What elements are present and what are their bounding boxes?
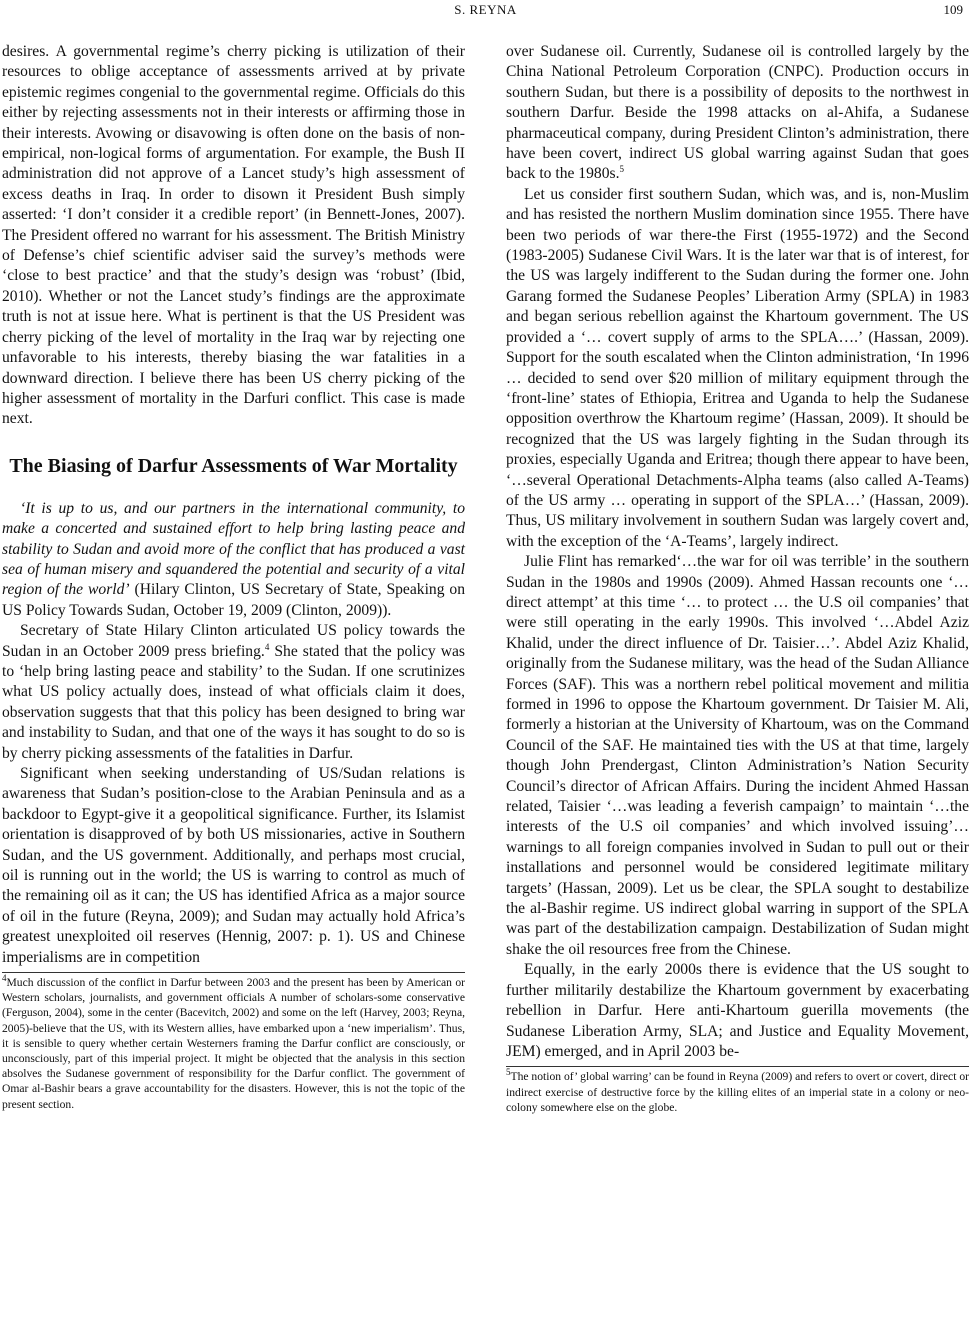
footnote-ref: 5	[619, 164, 624, 175]
paragraph	[2, 621, 465, 764]
paragraph: Julie Flint has remarked‘…the war for oil was terrible’ in the southern Sudan in the 1980s and 1990s (2009). Ahmed Hassan recounts one ‘…direct attempt’ at this time ‘… to protect … the U.S oil companies’ that were still operating in the early 1990s. This involved ‘…Abdel Aziz Khalid, under the direct influence of Dr. Taisier…’. Abdel Aziz Khalid, originally from the Sudanese military, was the head of the Sudan Alliance Forces (SAF). This was a northern rebel political movement and militia formed in 1996 to oppose the Khartoum government. Dr Taisier M. Ali, formerly a historian at the University of Khartoum, was on the Command Council of the SAF. He maintained ties with the US at that time, largely though John Prendergast, Clinton Administration’s Nation Security Council’s director of African Affairs. During the incident Ahmed Hassan related, Taisier ‘…was leading a feverish campaign’ to maintain ‘…the interests of the U.S oil companies’ and which involved issuing’… warnings to all foreign companies involved in Sudan to pull out or their installations and personnel would be considered legitimate military targets’ (Hassan, 2009). Let us be clear, the SPLA sought to destabilize the al-Bashir regime. US indirect global warring in support of the SPLA was part of the destabilization campaign. Destabilization of Sudan might shake the oil resources free from the Chinese.	[506, 553, 969, 958]
footnote-divider	[2, 972, 465, 973]
left-column	[2, 42, 465, 1112]
footnote-number: 4	[2, 973, 7, 984]
epigraph-quote: ‘It is up to us, and our partners in the international community, to make a concerted and sustained effort to help bring lasting peace and stability to Sudan and avoid more of the conflict that has produced a vast sea of human misery and squandered the potential and security of a vital region of the world’	[2, 499, 465, 599]
epigraph-attribution: (Hilary Clinton, US Secretary of State, Speaking on US Policy Towards Sudan, October 19, 2009 (Clinton, 2009)).	[2, 581, 465, 619]
footnote-number: 5	[506, 1067, 511, 1078]
right-column	[506, 42, 969, 1115]
paragraph: Significant when seeking understanding of US/Sudan relations is awareness that Sudan’s position-close to the Arabian Peninsula and as a backdoor to Egypt-give it a geopolitical significance. Further, its Islamist orientation is disapproved of by both US missionaries, active in Southern Sudan, and the US government. Additionally, and perhaps most crucial, oil is running out in the world; the US is warring to control as much of the remaining oil as it can; the US has identified Africa as a major source of oil in the future (Reyna, 2009); and Sudan may actually hold Africa’s greatest unexploited oil reserves (Hennig, 2007: p. 1). US and Chinese imperialisms are in competition	[2, 765, 465, 966]
footnote	[506, 1069, 969, 1115]
footnote	[2, 975, 465, 1112]
footnote-text: The notion of’ global warring’ can be found in Reyna (2009) and refers to overt or covert, direct or indirect exercise of destructive force by the killing elites of an imperial state in a colony or neo-colony somewhere else on the globe.	[506, 1070, 969, 1114]
epigraph	[2, 499, 465, 621]
running-title: S. REYNA	[454, 2, 517, 17]
page-header	[0, 2, 971, 22]
footnote-ref: 4	[264, 641, 270, 652]
paragraph-text: over Sudanese oil. Currently, Sudanese oil is controlled largely by the China National Petroleum Corporation (CNPC). Production occurs in southern Sudan, but there is a possibility of deposits to the northwest in southern Darfur. Beside the 1998 attacks on al-Ahifa, a Sudanese pharmaceutical company, during President Clinton’s administration, there have been covert, indirect US global warring against Sudan that goes back to the 1980s.	[506, 43, 969, 183]
paragraph: Equally, in the early 2000s there is evidence that the US sought to further militarily destabilize the Khartoum government by exacerbating rebellion in Darfur. Here anti-Khartoum guerilla movements (the Sudanese Liberation Army, SLA; and Justice and Equality Movement, JEM) emerged, and in April 2003 be-	[506, 961, 969, 1060]
paragraph	[506, 42, 969, 185]
footnote-divider	[506, 1066, 969, 1067]
paragraph-text: She stated that the policy was to ‘help bring lasting peace and stability’ to the Sudan. If one scrutinizes what US policy actually does, instead of what officials claim it does, observation suggests that that this policy has been designed to bring war and instability to Sudan, and that one of the ways it has sought to do so is by cherry picking assessments of the fatalities in Darfur.	[2, 642, 465, 762]
paragraph: desires. A governmental regime’s cherry picking is utilization of their resources to oblige acceptance of assessments arrived at by private epistemic regimes congenial to the governmental regime. Officials do this either by rejecting assessments not in their interests or affirming those in their interests. Avowing or disavowing is often done on the basis of non-empirical, non-logical forms of argumentation. For example, the Bush II administration did not approve of a Lancet study’s high assessment of excess deaths in Iraq. In order to disown it President Bush simply asserted: ‘I don’t consider it a credible report’ (in Bennett-Jones, 2007). The President offered no warrant for his assessment. The British Ministry of Defense’s chief scientific adviser said the survey’s methods were ‘close to best practice’ and that the study’s design was ‘robust’ (Ibid, 2010). Whether or not the Lancet study’s findings are the approximate truth is not at issue here. What is pertinent is that the US President was cherry picking of the level of mortality in the Iraq war by rejecting one unfavorable to his interests, thereby biasing the war fatalities in a downward direction. I believe there has been US cherry picking of the higher assessment of mortality in the Darfuri conflict. This case is made next.	[2, 43, 465, 428]
paragraph-text: Secretary of State Hilary Clinton articulated US policy towards the Sudan in an October 2009 press briefing.	[2, 622, 465, 660]
section-heading: The Biasing of Darfur Assessments of War Mortality	[9, 454, 458, 477]
footnote-text: Much discussion of the conflict in Darfur between 2003 and the present has been by American or Western scholars, journalists, and government officials A number of scholars-some conservative (Ferguson, 2004), some in the center (Bacevitch, 2002) and some on the left (Harvey, 2003; Reyna, 2005)-believe that the US, with its Western allies, have embarked upon a ‘new imperialism’. Thus, it is sensible to query whether certain Westerners framing the Darfur conflict are consciously, or unconsciously, part of this imperial project. It might be objected that the analysis in this section absolves the Sudanese government of responsibility for the Darfur conflict. The government of Omar al-Bashir bears a grave accountability for the disasters. However, this is not the topic of the present section.	[2, 976, 465, 1111]
page-number: 109	[943, 2, 963, 17]
paragraph: Let us consider first southern Sudan, which was, and is, non-Muslim and has resisted the northern Muslim domination since 1955. There have been two periods of war there-the First (1955-1972) and the Second (1983-2005) Sudanese Civil Wars. It is the later war that is of interest, for the US was largely indifferent to the Sudan during the former one. John Garang formed the Sudanese Peoples’ Liberation Army (SPLA) in 1983 and began serious rebellion against the Khartoum government. The US provided a ‘… covert supply of arms to the SPLA….’ (Hassan, 2009). Support for the south escalated when the Clinton administration, ‘In 1996 … decided to send over $20 million of military equipment through the ‘front-line’ states of Ethiopia, Eritrea and Uganda to help the Sudanese opposition overthrow the Khartoum regime’ (Hassan, 2009). It should be recognized that the US was largely fighting in the Sudan through its proxies, especially Uganda and Eritrea; though there appear to have been, ‘…several Operational Detachments-Alpha teams (also called A-Teams) of the US army … operating in support of the SPLA…’ (Hassan, 2009). Thus, US military involvement in southern Sudan was largely covert and, with the exception of the ‘A-Teams’, largely indirect.	[506, 185, 969, 550]
